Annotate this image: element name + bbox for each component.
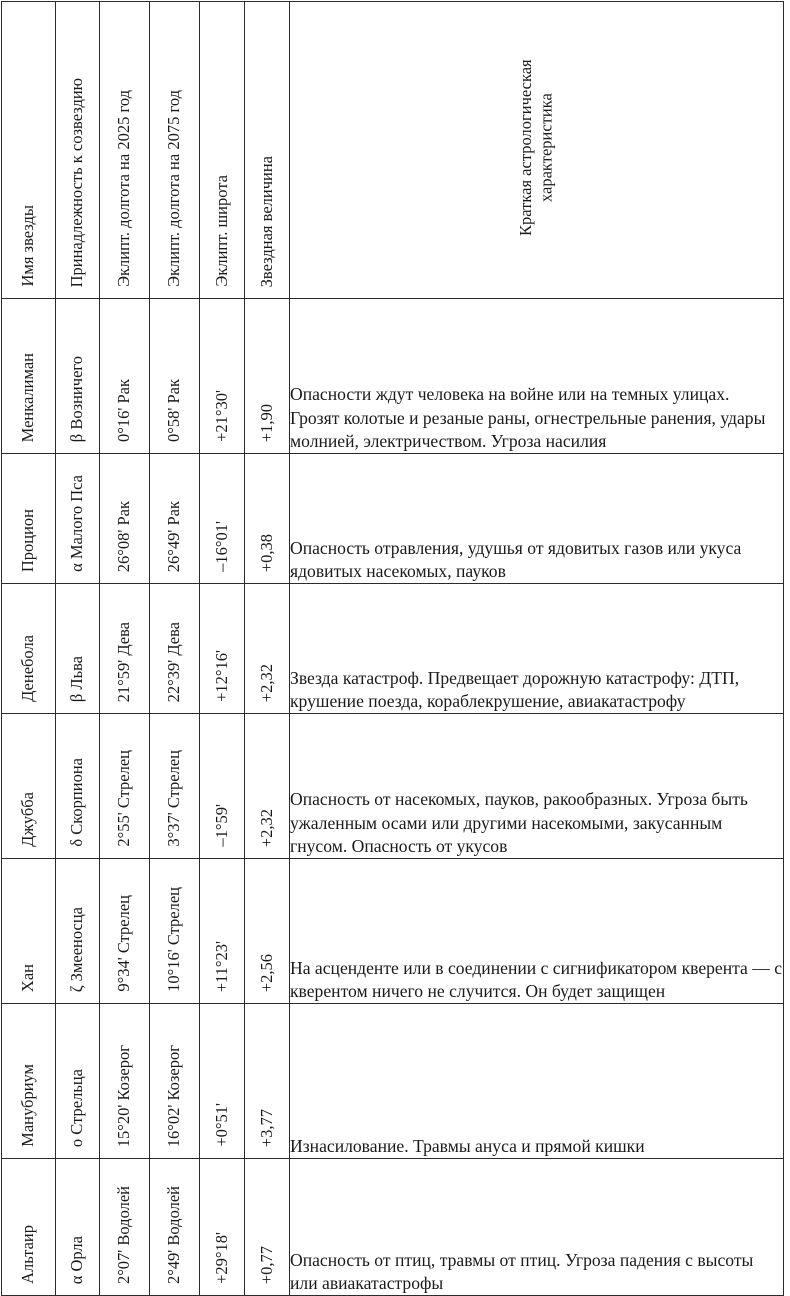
cell-longitude-2075 [150, 584, 200, 714]
value-magnitude: +0,77 [256, 1245, 276, 1284]
header-label-longitude-2075: Эклипт. долгота на 2075 год [164, 90, 184, 287]
value-longitude-2025: 21°59' Дева [114, 621, 134, 702]
cell-magnitude [245, 859, 290, 1004]
cell-description [290, 454, 784, 584]
value-magnitude: +3,77 [256, 1108, 276, 1147]
value-description: Опасности ждут человека на войне или на темных улицах. Грозят колотые и резаные раны, огнестрельные ранения, удары молнией, электричеством. Угроза насилия [290, 384, 766, 451]
value-longitude-2075: 22°39' Дева [164, 621, 184, 702]
value-description: Опасность от птиц, травмы от птиц. Угроза падения с высоты или авиакатастрофы [290, 1249, 754, 1293]
table-row [2, 454, 784, 584]
cell-longitude-2075 [150, 1004, 200, 1159]
value-latitude: +12°16' [211, 650, 231, 702]
header-cell-longitude-2075 [150, 2, 200, 299]
cell-longitude-2025 [100, 1004, 150, 1159]
value-longitude-2075: 26°49' Рак [164, 500, 184, 572]
cell-longitude-2075 [150, 454, 200, 584]
header-label-longitude-2025: Эклипт. долгота на 2025 год [114, 90, 134, 287]
cell-longitude-2075 [150, 299, 200, 454]
value-constellation: α Малого Пса [67, 475, 87, 572]
value-star-name: Джубба [18, 792, 38, 847]
cell-latitude [200, 859, 245, 1004]
value-magnitude: +1,90 [256, 403, 276, 442]
cell-description [290, 299, 784, 454]
value-magnitude: +2,56 [256, 953, 276, 992]
cell-star-name [2, 584, 56, 714]
value-latitude: –1°59' [211, 804, 231, 847]
cell-latitude [200, 299, 245, 454]
cell-description [290, 1004, 784, 1159]
value-longitude-2025: 26°08' Рак [114, 500, 134, 572]
value-star-name: Менкалиман [18, 352, 38, 442]
value-description: Опасность от насекомых, пауков, ракообразных. Угроза быть ужаленным осами или другими насекомыми, закусанным гнусом. Опасность от укусов [290, 789, 748, 856]
cell-longitude-2075 [150, 859, 200, 1004]
value-longitude-2075: 3°37' Стрелец [164, 750, 184, 847]
cell-description [290, 584, 784, 714]
header-cell-star-name [2, 2, 56, 299]
cell-longitude-2025 [100, 859, 150, 1004]
cell-description [290, 859, 784, 1004]
value-longitude-2025: 2°55' Стрелец [114, 750, 134, 847]
header-label-magnitude: Звездная величина [256, 155, 276, 287]
value-constellation: α Орла [67, 1235, 87, 1284]
value-longitude-2025: 0°16' Рак [114, 379, 134, 442]
fixed-stars-table [1, 1, 784, 1296]
value-constellation: β Льва [67, 655, 87, 702]
value-longitude-2075: 2°49' Водолей [164, 1185, 184, 1284]
cell-constellation [56, 299, 100, 454]
cell-longitude-2025 [100, 454, 150, 584]
value-latitude: +0°51' [211, 1103, 231, 1147]
cell-constellation [56, 454, 100, 584]
cell-description [290, 1159, 784, 1296]
cell-magnitude [245, 714, 290, 859]
value-longitude-2075: 10°16' Стрелец [164, 887, 184, 992]
table-row [2, 584, 784, 714]
value-longitude-2025: 15°20' Козерог [114, 1044, 134, 1147]
cell-star-name [2, 714, 56, 859]
cell-longitude-2075 [150, 1159, 200, 1296]
cell-latitude [200, 714, 245, 859]
cell-magnitude [245, 1004, 290, 1159]
cell-star-name [2, 859, 56, 1004]
cell-magnitude [245, 584, 290, 714]
table-row [2, 1004, 784, 1159]
cell-star-name [2, 1159, 56, 1296]
value-description: Звезда катастроф. Предвещает дорожную катастрофу: ДТП, крушение поезда, кораблекрушение, авиакатастрофу [290, 667, 740, 711]
header-label-latitude: Эклипт. широта [211, 175, 231, 287]
cell-longitude-2025 [100, 299, 150, 454]
table-row [2, 299, 784, 454]
value-description: На асценденте или в соединении с сигнификатором кверента — с кверентом ничего не случится. Он будет защищен [290, 957, 783, 1001]
cell-constellation [56, 584, 100, 714]
cell-constellation [56, 714, 100, 859]
header-label-description: Краткая астрологическая характеристика [515, 59, 556, 236]
value-longitude-2025: 2°07' Водолей [114, 1185, 134, 1284]
value-star-name: Хан [18, 963, 38, 992]
cell-magnitude [245, 1159, 290, 1296]
cell-latitude [200, 1004, 245, 1159]
cell-latitude [200, 1159, 245, 1296]
cell-longitude-2025 [100, 1159, 150, 1296]
value-constellation: β Возничего [67, 355, 87, 442]
value-description: Изнасилование. Травмы ануса и прямой кишки [290, 1135, 645, 1156]
value-longitude-2075: 0°58' Рак [164, 379, 184, 442]
value-constellation: δ Скорпиона [67, 758, 87, 847]
cell-magnitude [245, 454, 290, 584]
cell-description [290, 714, 784, 859]
value-latitude: –16°01' [211, 521, 231, 572]
value-magnitude: +2,32 [256, 663, 276, 702]
header-label-constellation: Принадлежность к созвездию [67, 77, 87, 287]
value-star-name: Альтаир [18, 1225, 38, 1284]
cell-magnitude [245, 299, 290, 454]
value-magnitude: +0,38 [256, 533, 276, 572]
value-longitude-2025: 9°34' Стрелец [114, 895, 134, 992]
table-row [2, 714, 784, 859]
header-label-star-name: Имя звезды [18, 205, 38, 287]
header-cell-latitude [200, 2, 245, 299]
value-star-name: Манубриум [18, 1064, 38, 1147]
header-cell-longitude-2025 [100, 2, 150, 299]
table-header-row [2, 2, 784, 299]
value-latitude: +11°23' [211, 940, 231, 992]
cell-constellation [56, 859, 100, 1004]
value-constellation: ζ Змееносца [67, 906, 87, 992]
cell-star-name [2, 454, 56, 584]
cell-longitude-2025 [100, 714, 150, 859]
table-row [2, 859, 784, 1004]
header-cell-magnitude [245, 2, 290, 299]
cell-constellation [56, 1004, 100, 1159]
cell-constellation [56, 1159, 100, 1296]
cell-longitude-2075 [150, 714, 200, 859]
value-magnitude: +2,32 [256, 808, 276, 847]
header-cell-constellation [56, 2, 100, 299]
value-constellation: о Стрельца [67, 1068, 87, 1147]
header-cell-description [290, 2, 784, 299]
value-longitude-2075: 16°02' Козерог [164, 1044, 184, 1147]
cell-longitude-2025 [100, 584, 150, 714]
cell-latitude [200, 584, 245, 714]
value-star-name: Процион [18, 508, 38, 572]
value-latitude: +29°18' [211, 1232, 231, 1284]
cell-star-name [2, 1004, 56, 1159]
value-description: Опасность отравления, удушья от ядовитых газов или укуса ядовитых насекомых, пауков [290, 537, 742, 581]
cell-star-name [2, 299, 56, 454]
value-latitude: +21°30' [211, 390, 231, 442]
value-star-name: Денебола [18, 635, 38, 702]
cell-latitude [200, 454, 245, 584]
table-row [2, 1159, 784, 1296]
